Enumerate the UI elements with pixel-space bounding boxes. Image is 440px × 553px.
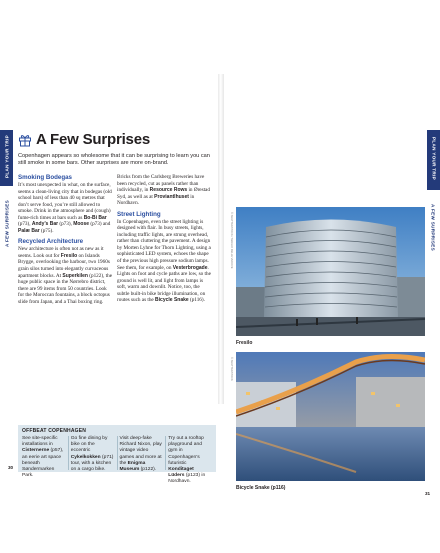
heading-smoking-bodegas: Smoking Bodegas — [18, 174, 72, 181]
text-column-1 — [18, 174, 114, 305]
boxout-item-cisternerne: See site-specific installations in Cisternerne (p57), an eerie art space beneath Søndermarken Park. — [22, 436, 64, 479]
boxout-item-konditaget: Try out a rooftop playground and gym in Copenhagen’s futuristic Konditaget Lüders (p123) in Nordhavn. — [168, 436, 206, 485]
paragraph-recycled-architecture: New architecture is often not as new as it seems. Look out for Fresilo on Islands Brygge, overlooking the harbour, two 1960s grain silos turned into elegantly curvaceous apartment blocks. At Superkilen (p122), the huge public space in the Nørrebro district, there are 99 items from 50 countries. Look for the Moroccan fountains, a block octopus slide from Japan, and a Thai boxing ring. — [18, 246, 113, 305]
page-title: A Few Surprises — [36, 131, 150, 148]
caption-bicycle-snake: Bicycle Snake (p116) — [236, 485, 286, 491]
boxout-divider — [68, 436, 69, 470]
section-tab-left-label: PLAN YOUR TRIP — [4, 135, 10, 178]
page-number-left: 30 — [8, 465, 14, 470]
section-tab-right — [427, 130, 440, 190]
section-tab-left — [0, 130, 13, 186]
offbeat-boxout — [18, 425, 216, 485]
boxout-divider — [165, 436, 166, 470]
paragraph-street-lighting: In Copenhagen, even the street lighting is designed with flair. In busy streets, lights, including traffic lights, are strung overhead, rather than cluttering the pavement. A design by Morten Lyhne for Thorn Lighting, using a sophisticated LED system, echoes the shape of the previous high pressure sodium lamps. See them, for example, on Vesterbrogade. Lights on foot and cycle paths are low, so the ground is well lit, and light from lamps is soft, warm and downlit. Notice, too, the subtle built-in bike bridge illumination, on routes such as the Bicycle Snake (p116). — [117, 218, 211, 304]
bicycle-snake-image — [236, 352, 425, 481]
chapter-label-right: A FEW SURPRISES — [430, 204, 436, 251]
photo-credit-2: © SHUTTERSTOCK — [230, 357, 233, 381]
page-number-right: 31 — [425, 491, 431, 496]
photo-fresilo — [236, 207, 425, 336]
photo-bicycle-snake — [236, 352, 425, 481]
boxout-item-cykelkokken: Go fine dining by bike on the eccentric Cykelkokken (p71) tour, with a kitchen on a cargo bike. — [70, 436, 114, 473]
chapter-label-left: A FEW SURPRISES — [4, 200, 10, 247]
boxout-columns — [22, 436, 214, 486]
intro-text: Copenhagen appears so wholesome that it can be surprising to learn you can still smoke in some bars. Other surprises are more on-brand. — [18, 153, 210, 167]
boxout-item-enigma: Visit deep-fake Richard Nixon, play vintage video games and more at the Enigma Museum (p122). — [119, 436, 162, 473]
text-column-2 — [117, 174, 213, 304]
paragraph-smoking-bodegas: It’s most unexpected in what, on the surface, seems a clean-living city that in bodegas (old school bars) of less than 40 sq metres that don’t serve food, you’re still allowed to smoke. Drink in the atmosphere and (cough) fume-rich times at bars such as Bo-Bi Bar (p73), Andy’s Bar (p73), Moose (p73) and Palæ Bar (p75). — [18, 182, 112, 234]
gift-icon — [18, 133, 32, 147]
photo-credit-1: © SHUTTERSTOCK / SERGIO DELLE VEDOVE — [230, 212, 233, 269]
heading-recycled-architecture: Recycled Architecture — [18, 238, 84, 246]
boxout-divider — [117, 436, 118, 470]
boxout-heading: OFFBEAT COPENHAGEN — [22, 428, 87, 434]
section-tab-right-label: PLAN YOUR TRIP — [431, 137, 437, 180]
gutter-shadow — [218, 74, 224, 404]
caption-fresilo: Fresilo — [236, 340, 253, 346]
paragraph-recycled-bricks: Bricks from the Carlsberg Breweries have been recycled, cut as panels rather than individually, in Resource Rows in Ørestad Syd, as well as at Proviantlhuset in Nordhavn. — [117, 174, 210, 207]
title-row — [18, 131, 150, 148]
book-spread — [0, 74, 440, 496]
fresilo-image — [236, 207, 425, 336]
heading-street-lighting: Street Lighting — [117, 210, 161, 218]
